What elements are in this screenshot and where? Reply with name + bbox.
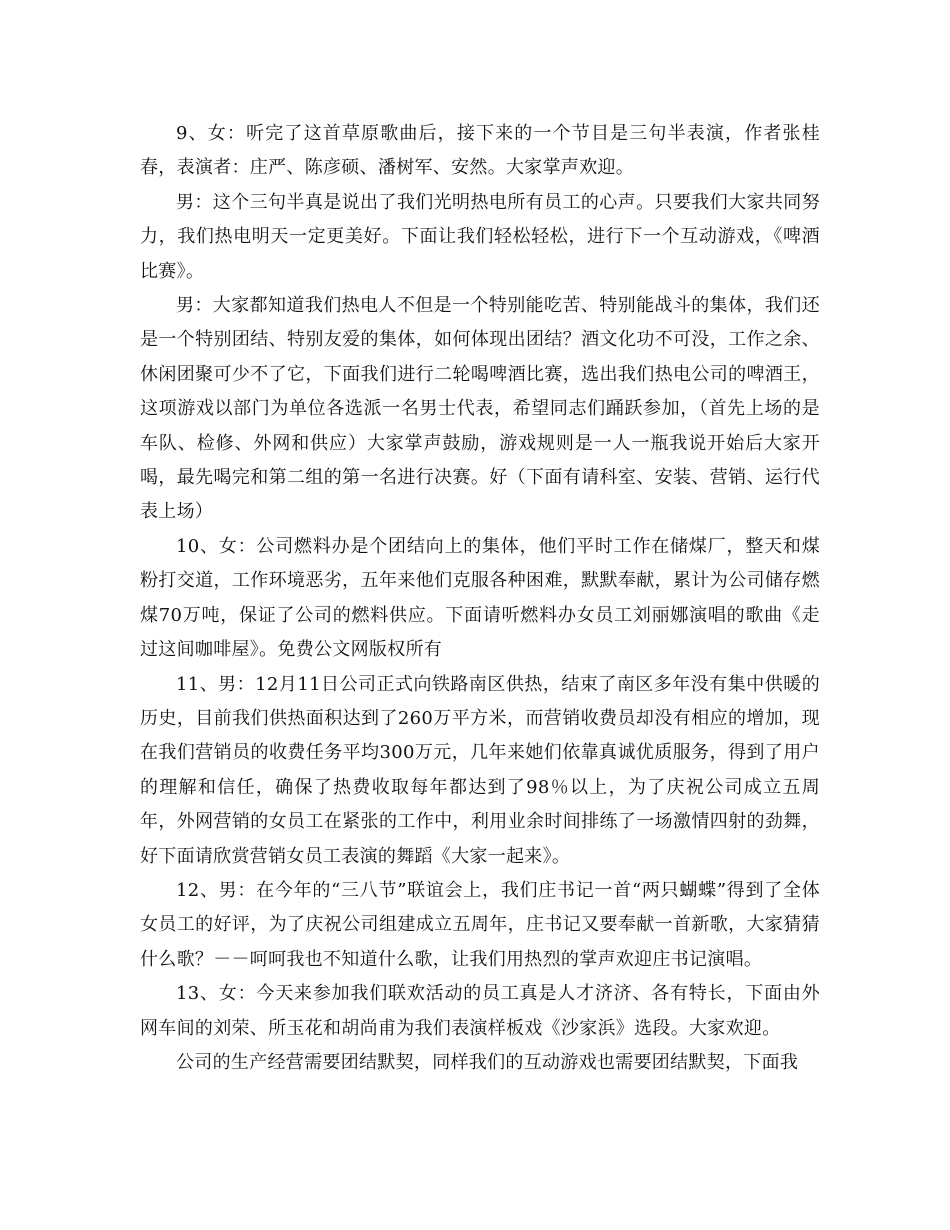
document-body [140, 117, 820, 1080]
paragraph-5: 11、男：12月11日公司正式向铁路南区供热，结束了南区多年没有集中供暖的历史，目前我们供热面积达到了260万平方米，而营销收费员却没有相应的增加，现在我们营销员的收费任务平均300万元，几年来她们依靠真诚优质服务，得到了用户的理解和信任，确保了热费收取每年都达到了98％以上，为了庆祝公司成立五周年，外网营销的女员工在紧张的工作中，利用业余时间排练了一场激情四射的劲舞，好下面请欣赏营销女员工表演的舞蹈《大家一起来》。 [140, 673, 820, 867]
paragraph-6: 12、男：在今年的“三八节”联谊会上，我们庄书记一首“两只蝴蝶”得到了全体女员工的好评，为了庆祝公司组建成立五周年，庄书记又要奉献一首新歌，大家猜猜什么歌？－－呵呵我也不知道什么歌，让我们用热烈的掌声欢迎庄书记演唱。 [140, 879, 820, 970]
paragraph-7: 13、女：今天来参加我们联欢活动的员工真是人才济济、各有特长，下面由外网车间的刘荣、所玉花和胡尚甫为我们表演样板戏《沙家浜》选段。大家欢迎。 [140, 983, 820, 1039]
paragraph-3: 男：大家都知道我们热电人不但是一个特别能吃苦、特别能战斗的集体，我们还是一个特别团结、特别友爱的集体，如何体现出团结？酒文化功不可没，工作之余、休闲团聚可少不了它，下面我们进行二轮喝啤酒比赛，选出我们热电公司的啤酒王，这项游戏以部门为单位各选派一名男士代表，希望同志们踊跃参加，（首先上场的是车队、检修、外网和供应）大家掌声鼓励，游戏规则是一人一瓶我说开始后大家开喝，最先喝完和第二组的第一名进行决赛。好（下面有请科室、安装、营销、运行代表上场） [140, 295, 820, 523]
paragraph-2: 男：这个三句半真是说出了我们光明热电所有员工的心声。只要我们大家共同努力，我们热电明天一定更美好。下面让我们轻松轻松，进行下一个互动游戏，《啤酒比赛》。 [140, 191, 820, 282]
paragraph-1: 9、女：听完了这首草原歌曲后，接下来的一个节目是三句半表演，作者张桂春，表演者：庄严、陈彦硕、潘树军、安然。大家掌声欢迎。 [140, 123, 820, 179]
paragraph-8: 公司的生产经营需要团结默契，同样我们的互动游戏也需要团结默契，下面我 [176, 1051, 799, 1073]
paragraph-4: 10、女：公司燃料办是个团结向上的集体，他们平时工作在储煤厂，整天和煤粉打交道，工作环境恶劣，五年来他们克服各种困难，默默奉献，累计为公司储存燃煤70万吨，保证了公司的燃料供应。下面请听燃料办女员工刘丽娜演唱的歌曲《走过这间咖啡屋》。免费公文网版权所有 [140, 535, 820, 661]
